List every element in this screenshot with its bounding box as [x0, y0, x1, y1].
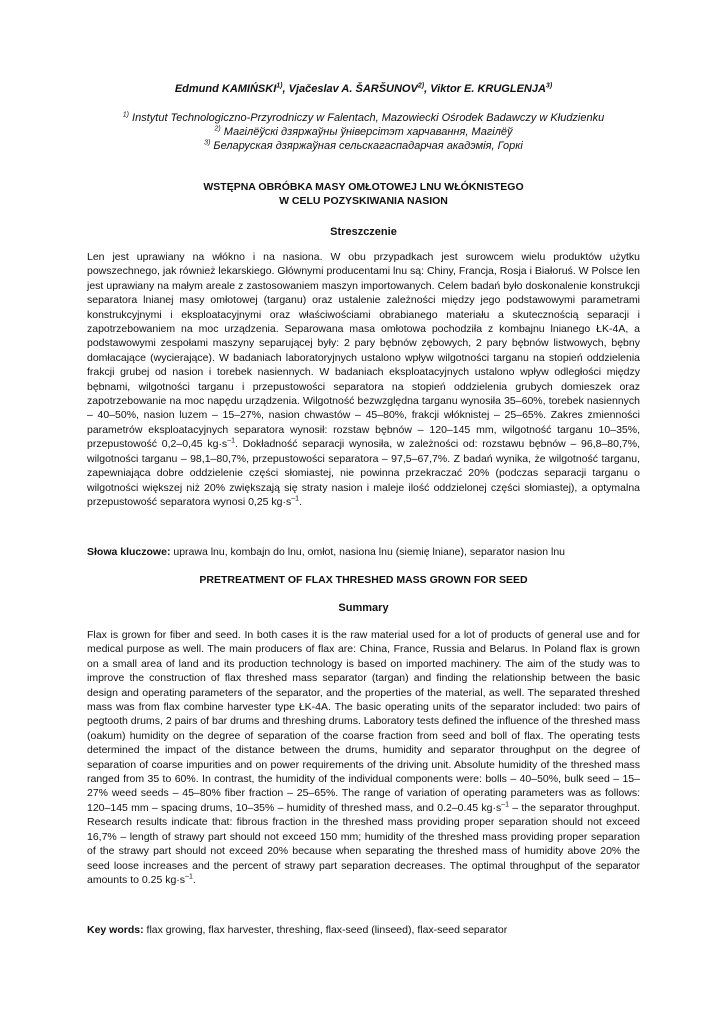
polish-section-heading: Streszczenie: [330, 226, 397, 238]
author-2: , Vjačeslav A. ŠARŠUNOV: [282, 83, 418, 95]
english-keywords-text: flax growing, flax harvester, threshing, flax-seed (linseed), flax-seed separator: [143, 924, 508, 936]
polish-keywords: [87, 545, 640, 559]
english-keywords: [87, 923, 640, 937]
affiliation-1: $^{1)}$ Instytut Technologiczno-Przyrodniczy w Falentach, Mazowiecki Ośrodek Badawczy w Kłudzienku: [122, 111, 605, 124]
english-abstract: Flax is grown for fiber and seed. In both cases it is the raw material used for a lot of products of general use and for medical purpose as well. The main producers of flax are: China, France, Russia and Belarus. In Poland flax is grown on a small area of land and its production technology is based on imported machinery. The aim of the study was to improve the construction of flax threshed mass separator (targan) and finding the relationship between the basic design and operating parameters of the separator, and the properties of the material, as well. The separated threshed mass was from flax combine harvester type ŁK-4A. The basic operating units of the separator included: two pairs of pegtooth drums, 2 pairs of bar drums and threshing drums. Laboratory tests defined the influence of the threshed mass (oakum) humidity on the degree of separation of the coarse fraction from seed and boll of flax. The operating tests determined the impact of the distance between the drums, humidity and separator throughput on the degree of separation of coarse impurities and on power requirements of the driving unit. Absolute humidity of the threshed mass ranged from 35 to 60%. In contrast, the humidity of the individual components were: bolls – 40–50%, bulk seed – 15–27% weed seeds – 45–80% fiber fraction – 25–65%. The range of variation of operating parameters was as follows: 120–145 mm – spacing drums, 10–35% – humidity of threshed mass, and 0.2–0.45 $kg\cdot s^{-1}$ – the separator throughput. Research results indicate that: fibrous fraction in the threshed mass providing proper separation should not exceed 16,7% – length of strawy part should not exceed 150 mm; humidity of the threshed mass providing proper separation of the strawy part should not exceed 20% because when separating the threshed mass of humidity above 20% the seed loose increases and the percent of strawy part separation decreases. The optimal throughput of the separator amounts to 0.25 $kg\cdot s^{-1}$.: [87, 629, 640, 886]
author-1: Edmund KAMIŃSKI: [174, 83, 277, 95]
author-3: , Viktor E. KRUGLENJA: [424, 83, 546, 95]
author-2-affil: 2): [417, 82, 425, 90]
author-1-affil: 1): [276, 82, 283, 90]
affiliation-2: $^{2)}$ Магілёўскі дзяржаўны ўніверсітэт харчавання, Магілёў: [214, 125, 513, 138]
polish-keywords-text: uprawa lnu, kombajn do lnu, omłot, nasiona lnu (siemię lniane), separator nasion lnu: [170, 546, 565, 558]
polish-title-line-1: WSTĘPNA OBRÓBKA MASY OMŁOTOWEJ LNU WŁÓKNISTEGO: [203, 181, 524, 193]
polish-keywords-label: Słowa kluczowe:: [87, 546, 171, 558]
polish-title-line-2: W CELU POZYSKIWANIA NASION: [279, 195, 448, 207]
polish-abstract: Len jest uprawiany na włókno i na nasiona. W obu przypadkach jest surowcem wielu produktów użytku powszechnego, jak również lekarskiego. Głównymi producentami lnu są: Chiny, Francja, Rosja i Białoruś. W Polsce len jest uprawiany na małym areale z zastosowaniem maszyn importowanych. Celem badań było doskonalenie konstrukcji separatora lnianej masy omłotowej (targanu) oraz ustalenie zależności między jego podstawowymi parametrami konstrukcyjnymi i eksploatacyjnymi oraz właściwościami obrabianego materiału a skutecznością separacji i zapotrzebowaniem na moc urządzenia. Separowana masa omłotowa pochodziła z kombajnu lnianego ŁK-4A, a podstawowymi zespołami maszyny separującej były: 2 pary bębnów zębowych, 2 pary bębnów listwowych, bębny domłacające (wycierające). W badaniach laboratoryjnych ustalono wpływ wilgotności targanu na stopień oddzielenia frakcji grubej od nasion i torebek nasiennych. W badaniach eksploatacyjnych ustalono wpływ odległości między bębnami, wilgotności targanu i przepustowości separatora na stopień oddzielenia grubych domieszek oraz zapotrzebowanie na moc napędu urządzenia. Wilgotność bezwzględna targanu wynosiła 35–60%, torebek nasiennych – 40–50%, nasion luzem – 15–27%, nasion chwastów – 45–80%, frakcji włóknistej – 25–65%. Zakres zmienności parametrów eksploatacyjnych separatora wynosił: rozstaw bębnów – 120–145 mm, wilgotność targanu 10–35%, przepustowość 0,2–0,45 $kg\cdot s^{-1}$. Dokładność separacji wynosiła, w zależności od: rozstawu bębnów – 96,8–80,7%, wilgotności targanu – 98,1–80,7%, przepustowości separatora – 97,5–67,7%. Z badań wynika, że wilgotność targanu, zapewniająca dobre oddzielenie części słomiastej, nie powinna przekraczać 20% (podczas separacji targanu o wilgotności większej niż 20% zwiększają się straty nasion i maleje ilość oddzielonej części słomiastej), a optymalna przepustowość separatora wynosi 0,25 $kg\cdot s^{-1}$.: [87, 251, 640, 508]
english-section-heading: Summary: [338, 602, 389, 614]
affiliation-3: $^{3)}$ Беларуская дзяржаўная сельскагаспадарчая акадэмія, Горкі: [204, 139, 523, 152]
english-keywords-label: Key words:: [87, 924, 144, 936]
english-title: PRETREATMENT OF FLAX THRESHED MASS GROWN FOR SEED: [199, 574, 528, 586]
polish-title: [87, 180, 640, 208]
author-3-affil: 3): [545, 82, 553, 90]
author-line: [87, 83, 640, 95]
